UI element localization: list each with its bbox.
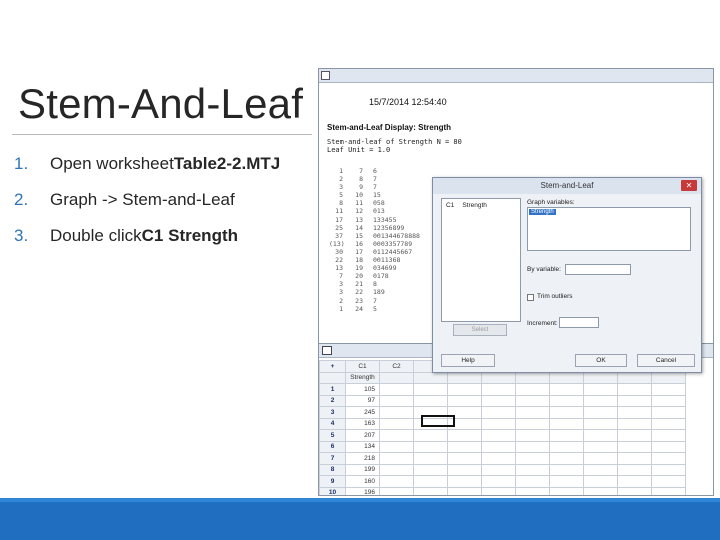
- empty-cell[interactable]: [618, 487, 652, 496]
- stem-value: 14: [355, 223, 363, 232]
- active-cell-cursor: [421, 415, 455, 427]
- stem-value: 17: [355, 247, 363, 256]
- stem-value: 18: [355, 256, 363, 265]
- cell-c1[interactable]: 160: [346, 476, 380, 488]
- row-number[interactable]: 6: [320, 441, 346, 453]
- trim-outliers-checkbox[interactable]: [527, 294, 534, 301]
- step-1: [14, 146, 280, 182]
- table-row: [320, 487, 686, 496]
- empty-cell[interactable]: [448, 464, 482, 476]
- variable-name: Strength: [462, 202, 487, 209]
- empty-cell[interactable]: [618, 384, 652, 396]
- stem-value: 9: [359, 183, 363, 192]
- row-number[interactable]: 9: [320, 476, 346, 488]
- empty-cell[interactable]: [380, 453, 414, 465]
- empty-cell[interactable]: [482, 464, 516, 476]
- stem-value: 16: [355, 239, 363, 248]
- leaf-values: 0178: [373, 272, 389, 281]
- slide-title: Stem-And-Leaf: [18, 80, 304, 127]
- empty-cell[interactable]: [380, 476, 414, 488]
- dialog-title: Stem-and-Leaf: [433, 178, 701, 194]
- corner-cell[interactable]: +: [320, 361, 346, 373]
- stem-depth: 30: [335, 247, 343, 256]
- stem-value: 19: [355, 264, 363, 273]
- session-timestamp: 15/7/2014 12:54:40: [369, 97, 447, 107]
- stem-value: 12: [355, 207, 363, 216]
- empty-cell[interactable]: [584, 453, 618, 465]
- row-number[interactable]: 2: [320, 395, 346, 407]
- empty-cell[interactable]: [618, 407, 652, 419]
- row-number[interactable]: 1: [320, 384, 346, 396]
- leaf-values: 7: [373, 175, 377, 184]
- leaf-values: 8: [373, 280, 377, 289]
- empty-cell[interactable]: [482, 418, 516, 430]
- stem-depth: 3: [339, 183, 343, 192]
- empty-cell[interactable]: [618, 395, 652, 407]
- empty-cell[interactable]: [414, 384, 448, 396]
- table-row: [320, 418, 686, 430]
- empty-cell[interactable]: [448, 430, 482, 442]
- empty-cell[interactable]: [482, 453, 516, 465]
- leaf-values: 12356899: [373, 223, 405, 232]
- leaf-values: 7: [373, 183, 377, 192]
- empty-cell[interactable]: [584, 441, 618, 453]
- ok-button[interactable]: OK: [575, 354, 627, 367]
- stem-depth: 2: [339, 296, 343, 305]
- stem-value: 21: [355, 280, 363, 289]
- leaf-values: 0003357789: [373, 239, 413, 248]
- empty-cell[interactable]: [584, 384, 618, 396]
- stem-value: 7: [359, 167, 363, 175]
- row-number[interactable]: 5: [320, 430, 346, 442]
- empty-cell[interactable]: [618, 418, 652, 430]
- leaf-values: 001344678888: [373, 231, 420, 240]
- table-row: [320, 453, 686, 465]
- row-number[interactable]: 10: [320, 487, 346, 496]
- session-titlebar[interactable]: [319, 69, 713, 83]
- empty-cell[interactable]: [584, 430, 618, 442]
- leaf-values: 034699: [373, 264, 397, 273]
- empty-cell[interactable]: [584, 395, 618, 407]
- close-icon[interactable]: ✕: [681, 180, 697, 191]
- empty-cell[interactable]: [448, 487, 482, 496]
- empty-cell[interactable]: [652, 395, 686, 407]
- row-number[interactable]: 4: [320, 418, 346, 430]
- stem-value: 22: [355, 288, 363, 297]
- empty-cell[interactable]: [652, 441, 686, 453]
- session-leaf-unit: Leaf Unit = 1.0: [327, 146, 391, 154]
- empty-cell[interactable]: [516, 487, 550, 496]
- empty-cell[interactable]: [516, 464, 550, 476]
- leaf-values: 058: [373, 199, 385, 208]
- cell-c1[interactable]: 105: [346, 384, 380, 396]
- worksheet-grid[interactable]: [319, 360, 686, 496]
- empty-cell[interactable]: [482, 441, 516, 453]
- table-row: [320, 476, 686, 488]
- empty-cell[interactable]: [652, 384, 686, 396]
- empty-cell[interactable]: [482, 407, 516, 419]
- empty-cell[interactable]: [380, 441, 414, 453]
- title-divider: [12, 134, 312, 135]
- trim-outliers-label: Trim outliers: [537, 293, 573, 300]
- table-row: [320, 430, 686, 442]
- stem-depth: 1: [339, 304, 343, 313]
- cell-c1[interactable]: 218: [346, 453, 380, 465]
- select-button[interactable]: Select: [453, 324, 507, 336]
- empty-cell[interactable]: [618, 476, 652, 488]
- empty-cell[interactable]: [380, 430, 414, 442]
- empty-cell[interactable]: [380, 418, 414, 430]
- empty-cell[interactable]: [652, 453, 686, 465]
- table-row: [320, 395, 686, 407]
- empty-cell[interactable]: [482, 384, 516, 396]
- leaf-values: 189: [373, 288, 385, 297]
- empty-cell[interactable]: [414, 487, 448, 496]
- stem-depth: 17: [335, 215, 343, 224]
- empty-cell[interactable]: [550, 407, 584, 419]
- row-number[interactable]: 7: [320, 453, 346, 465]
- leaf-values: 0011368: [373, 256, 401, 265]
- variable-id: C1: [446, 202, 455, 209]
- empty-cell[interactable]: [380, 395, 414, 407]
- by-variable-label: By variable:: [527, 266, 561, 273]
- footer-bar: [0, 498, 720, 540]
- empty-cell[interactable]: [550, 476, 584, 488]
- empty-cell[interactable]: [516, 418, 550, 430]
- stem-depth: (13): [329, 239, 345, 248]
- footer-accent: [0, 498, 720, 502]
- empty-cell[interactable]: [414, 430, 448, 442]
- empty-cell[interactable]: [516, 430, 550, 442]
- step-bold-text: Table2-2.MTJ: [173, 154, 281, 173]
- step-text: Open worksheet: [50, 154, 174, 173]
- empty-cell[interactable]: [550, 487, 584, 496]
- increment-label: Increment:: [527, 320, 558, 327]
- stem-value: 20: [355, 272, 363, 281]
- col-header-c2[interactable]: C2: [380, 361, 414, 373]
- empty-cell[interactable]: [380, 464, 414, 476]
- cell-c1[interactable]: 97: [346, 395, 380, 407]
- cell-c1[interactable]: 245: [346, 407, 380, 419]
- step-text: Double click: [50, 226, 142, 245]
- cell-c1[interactable]: 199: [346, 464, 380, 476]
- stem-depth: 1: [339, 167, 343, 175]
- variable-item-c1-strength[interactable]: [446, 202, 495, 209]
- stem-depth: 22: [335, 256, 343, 265]
- stem-value: 24: [355, 304, 363, 313]
- row-number[interactable]: 3: [320, 407, 346, 419]
- step-bold-text: C1 Strength: [141, 226, 238, 245]
- empty-cell[interactable]: [584, 476, 618, 488]
- steps-list: [14, 146, 280, 254]
- empty-cell[interactable]: [448, 384, 482, 396]
- stem-depth: 3: [339, 280, 343, 289]
- empty-cell[interactable]: [618, 441, 652, 453]
- empty-cell[interactable]: [652, 430, 686, 442]
- empty-cell[interactable]: [516, 476, 550, 488]
- step-3: [14, 218, 280, 254]
- cell-c1[interactable]: 134: [346, 441, 380, 453]
- empty-cell[interactable]: [584, 487, 618, 496]
- empty-cell[interactable]: [652, 407, 686, 419]
- session-window-icon: [321, 71, 330, 80]
- graph-variables-value: Strength: [531, 209, 554, 215]
- empty-cell[interactable]: [550, 395, 584, 407]
- table-row: [320, 464, 686, 476]
- empty-cell[interactable]: [584, 418, 618, 430]
- stem-depth: 3: [339, 288, 343, 297]
- empty-cell[interactable]: [618, 464, 652, 476]
- empty-cell[interactable]: [516, 441, 550, 453]
- empty-cell[interactable]: [516, 395, 550, 407]
- stem-value: 23: [355, 296, 363, 305]
- stem-and-leaf-dialog: [432, 177, 702, 373]
- empty-cell[interactable]: [414, 476, 448, 488]
- empty-cell[interactable]: [516, 384, 550, 396]
- stem-value: 10: [355, 191, 363, 200]
- empty-cell[interactable]: [550, 453, 584, 465]
- empty-cell[interactable]: [550, 464, 584, 476]
- leaf-values: 013: [373, 207, 385, 216]
- empty-cell[interactable]: [448, 453, 482, 465]
- step-text: Graph -> Stem-and-Leaf: [50, 190, 235, 209]
- stem-depth: 8: [339, 199, 343, 208]
- help-button[interactable]: Help: [441, 354, 495, 367]
- graph-variables-input[interactable]: [527, 207, 691, 251]
- empty-cell[interactable]: [584, 464, 618, 476]
- empty-cell[interactable]: [448, 476, 482, 488]
- row-number[interactable]: 8: [320, 464, 346, 476]
- empty-cell[interactable]: [652, 464, 686, 476]
- empty-cell[interactable]: [550, 441, 584, 453]
- empty-cell[interactable]: [482, 430, 516, 442]
- stem-depth: 2: [339, 175, 343, 184]
- leaf-values: 133455: [373, 215, 397, 224]
- empty-cell[interactable]: [414, 395, 448, 407]
- stem-value: 8: [359, 175, 363, 184]
- empty-cell[interactable]: [482, 487, 516, 496]
- stem-depth: 37: [335, 231, 343, 240]
- stem-value: 15: [355, 231, 363, 240]
- empty-cell[interactable]: [584, 407, 618, 419]
- empty-cell[interactable]: [380, 384, 414, 396]
- empty-cell[interactable]: [414, 464, 448, 476]
- empty-cell[interactable]: [482, 395, 516, 407]
- table-row: [320, 384, 686, 396]
- empty-cell[interactable]: [652, 418, 686, 430]
- by-variable-input[interactable]: [565, 264, 631, 275]
- stem-depth: 5: [339, 191, 343, 200]
- empty-cell[interactable]: [482, 476, 516, 488]
- stem-depth: 11: [335, 207, 343, 216]
- stem-value: 13: [355, 215, 363, 224]
- stem-depth: 25: [335, 223, 343, 232]
- empty-cell[interactable]: [414, 453, 448, 465]
- step-2: [14, 182, 280, 218]
- cell-c1[interactable]: 163: [346, 418, 380, 430]
- stem-depth: 7: [339, 272, 343, 281]
- variable-list[interactable]: [441, 198, 521, 322]
- empty-cell[interactable]: [448, 395, 482, 407]
- col-header-c1[interactable]: C1: [346, 361, 380, 373]
- leaf-values: 6: [373, 167, 377, 175]
- empty-cell[interactable]: [652, 476, 686, 488]
- cell-c1[interactable]: 207: [346, 430, 380, 442]
- leaf-values: 0112445667: [373, 247, 413, 256]
- empty-cell[interactable]: [550, 384, 584, 396]
- table-row: [320, 407, 686, 419]
- cancel-button[interactable]: Cancel: [637, 354, 695, 367]
- table-row: [320, 441, 686, 453]
- empty-cell[interactable]: [516, 407, 550, 419]
- empty-cell[interactable]: [414, 441, 448, 453]
- stem-value: 11: [355, 199, 363, 208]
- step-number: 3.: [14, 226, 29, 245]
- increment-input[interactable]: [559, 317, 599, 328]
- step-number: 2.: [14, 190, 29, 209]
- empty-cell[interactable]: [516, 453, 550, 465]
- empty-cell[interactable]: [652, 487, 686, 496]
- empty-cell[interactable]: [448, 441, 482, 453]
- empty-cell[interactable]: [618, 430, 652, 442]
- cell-c1[interactable]: 196: [346, 487, 380, 496]
- leaf-values: 15: [373, 191, 381, 200]
- leaf-values: 5: [373, 304, 377, 313]
- worksheet-window-icon: [322, 346, 332, 355]
- session-summary: Stem-and-leaf of Strength N = 80: [327, 138, 462, 146]
- col-name-c1[interactable]: Strength: [346, 372, 380, 384]
- empty-cell[interactable]: [550, 430, 584, 442]
- step-number: 1.: [14, 154, 29, 173]
- empty-cell[interactable]: [550, 418, 584, 430]
- empty-cell[interactable]: [380, 487, 414, 496]
- empty-cell[interactable]: [618, 453, 652, 465]
- graph-variables-label: Graph variables:: [527, 199, 575, 206]
- stem-depth: 13: [335, 264, 343, 273]
- leaf-values: 7: [373, 296, 377, 305]
- empty-cell[interactable]: [380, 407, 414, 419]
- session-heading: Stem-and-Leaf Display: Strength: [327, 123, 452, 132]
